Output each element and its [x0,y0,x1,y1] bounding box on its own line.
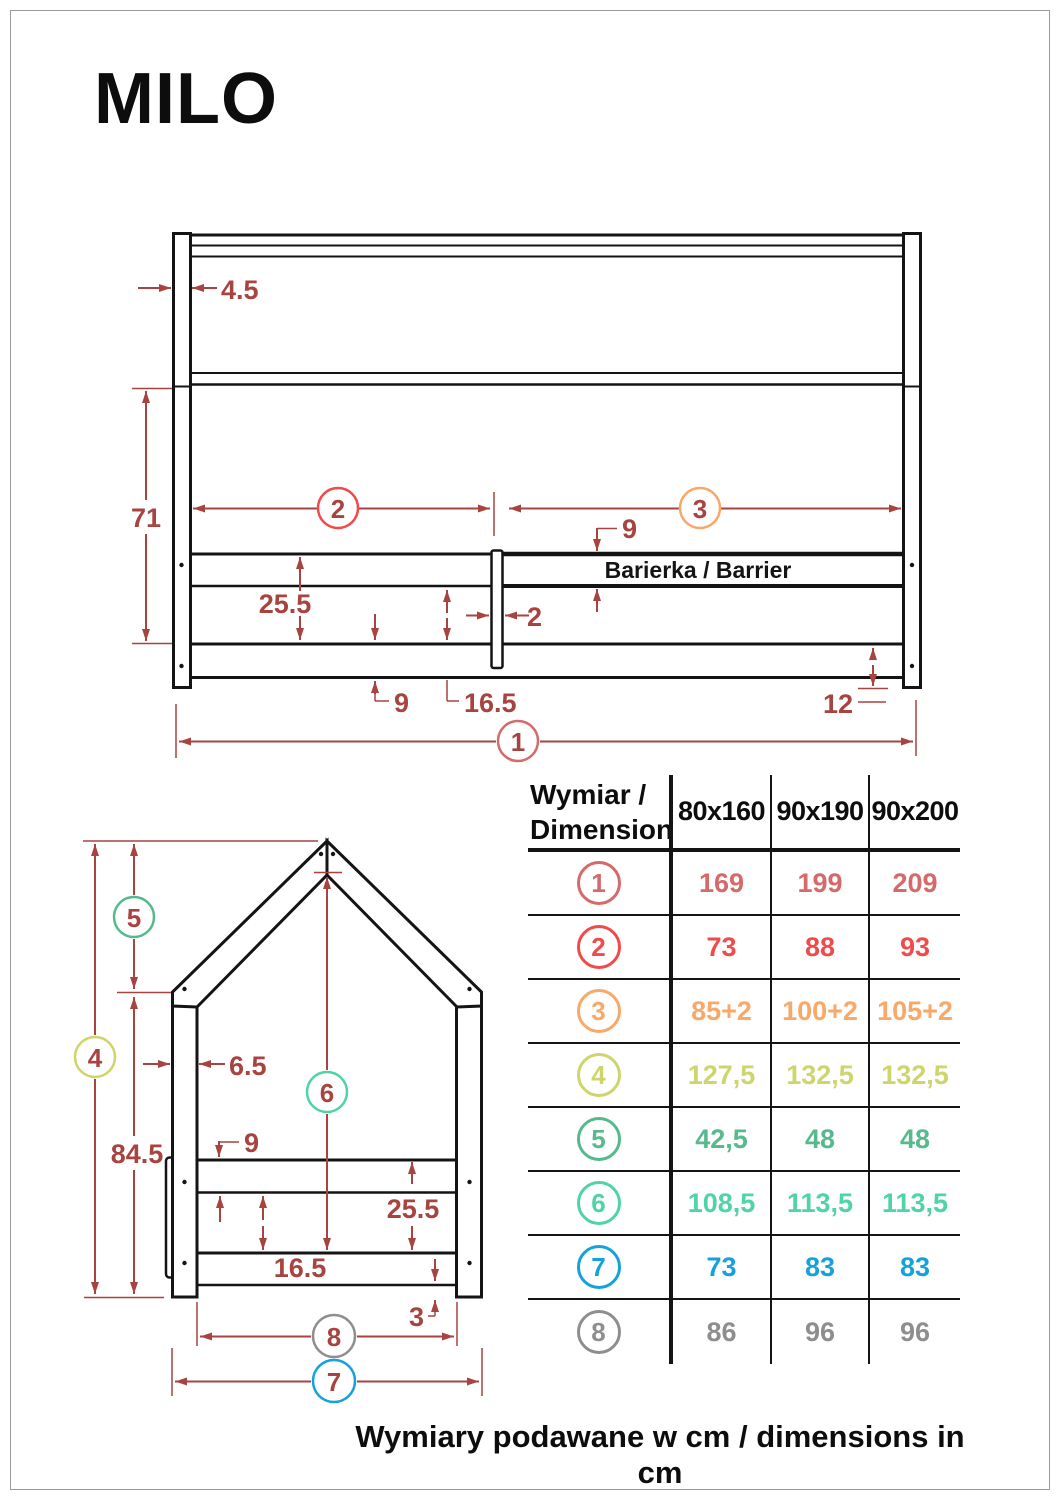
table-cell: 96 [868,1300,960,1364]
dim-front-rail-gap: 16.5 [273,1253,327,1283]
ref-badge: 3 [577,989,621,1033]
column-header-90x190: 90x190 [770,775,868,852]
dim-rail-gap: 16.5 [464,688,517,718]
ref-badge-5 [114,897,154,937]
ref-badge: 6 [577,1181,621,1225]
left-rafter [173,841,328,1007]
ref-badge-4 [75,1037,115,1077]
ref-badge: 4 [577,1053,621,1097]
table-row [528,852,960,916]
column-header-80x160: 80x160 [669,775,770,852]
table-row [528,1172,960,1236]
dimensions-table [528,775,960,1364]
table-cell: 48 [868,1108,960,1172]
svg-text:5: 5 [126,903,142,933]
barrier-end-post [492,551,503,669]
ref-badge: 1 [577,861,621,905]
table-cell: 113,5 [770,1172,868,1236]
dim-headboard-height: 71 [130,503,162,533]
svg-text:6: 6 [319,1078,335,1108]
ref-badge-6 [307,1072,347,1112]
ref-badge: 5 [577,1117,621,1161]
table-cell: 48 [770,1108,868,1172]
table-cell: 199 [770,852,868,916]
table-row [528,1044,960,1108]
front-view-drawing [75,841,482,1402]
svg-text:3: 3 [692,494,708,524]
ref-badge-7 [313,1360,355,1402]
table-cell: 73 [669,1236,770,1300]
table-cell: 83 [770,1236,868,1300]
table-row [528,1108,960,1172]
table-cell: 42,5 [669,1108,770,1172]
table-row [528,1236,960,1300]
page-title: MILO [94,59,278,139]
table-cell: 105+2 [868,980,960,1044]
table-cell: 209 [868,852,960,916]
dim-foot-height: 3 [408,1302,424,1332]
table-cell: 86 [669,1300,770,1364]
table-cell: 73 [669,916,770,980]
dim-barrier-rail-height: 9 [622,514,638,544]
ref-badge-3 [680,488,720,528]
side-left-post [174,234,191,688]
svg-text:8: 8 [326,1322,342,1352]
dim-bottom-rail-height: 9 [394,688,410,718]
ref-badge-1 [498,721,538,761]
table-cell: 132,5 [868,1044,960,1108]
table-cell: 85+2 [669,980,770,1044]
ref-badge: 2 [577,925,621,969]
table-cell: 83 [868,1236,960,1300]
table-cell: 93 [868,916,960,980]
table-header-label: Wymiar / Dimension [530,778,674,845]
units-caption: Wymiary podawane w cm / dimensions in cm [355,1419,965,1490]
svg-text:4: 4 [87,1043,103,1073]
dim-barrier-post-thickness: 2 [527,602,543,632]
svg-text:1: 1 [510,727,526,757]
front-right-post [457,1000,482,1297]
ref-badge-2 [318,488,358,528]
ref-badge: 8 [577,1310,621,1354]
table-cell: 169 [669,852,770,916]
front-left-post [173,1000,198,1297]
table-cell: 108,5 [669,1172,770,1236]
table-row [528,1300,960,1364]
ref-badge: 7 [577,1245,621,1289]
table-cell: 132,5 [770,1044,868,1108]
table-cell: 88 [770,916,868,980]
dim-front-rails-height: 25.5 [386,1194,440,1224]
side-right-post [904,234,921,688]
column-header-90x200: 90x200 [868,775,960,852]
table-cell: 113,5 [868,1172,960,1236]
table-cell: 127,5 [669,1044,770,1108]
table-row [528,916,960,980]
ref-badge-8 [313,1315,355,1357]
dim-front-post-width: 6.5 [229,1051,267,1081]
barrier-label: Barierka / Barrier [604,557,792,583]
svg-text:7: 7 [326,1367,342,1397]
side-view-drawing [131,234,921,762]
dim-post-width: 4.5 [221,275,259,305]
table-header-row [528,775,960,852]
table-cell: 100+2 [770,980,868,1044]
dim-rail-to-floor: 12 [822,689,853,719]
table-row [528,980,960,1044]
table-cell: 96 [770,1300,868,1364]
dim-barrier-height: 25.5 [258,589,312,619]
right-rafter [327,841,482,1007]
dim-wall-height: 84.5 [110,1139,164,1169]
svg-text:2: 2 [330,494,346,524]
dim-front-rail-height: 9 [244,1128,260,1158]
